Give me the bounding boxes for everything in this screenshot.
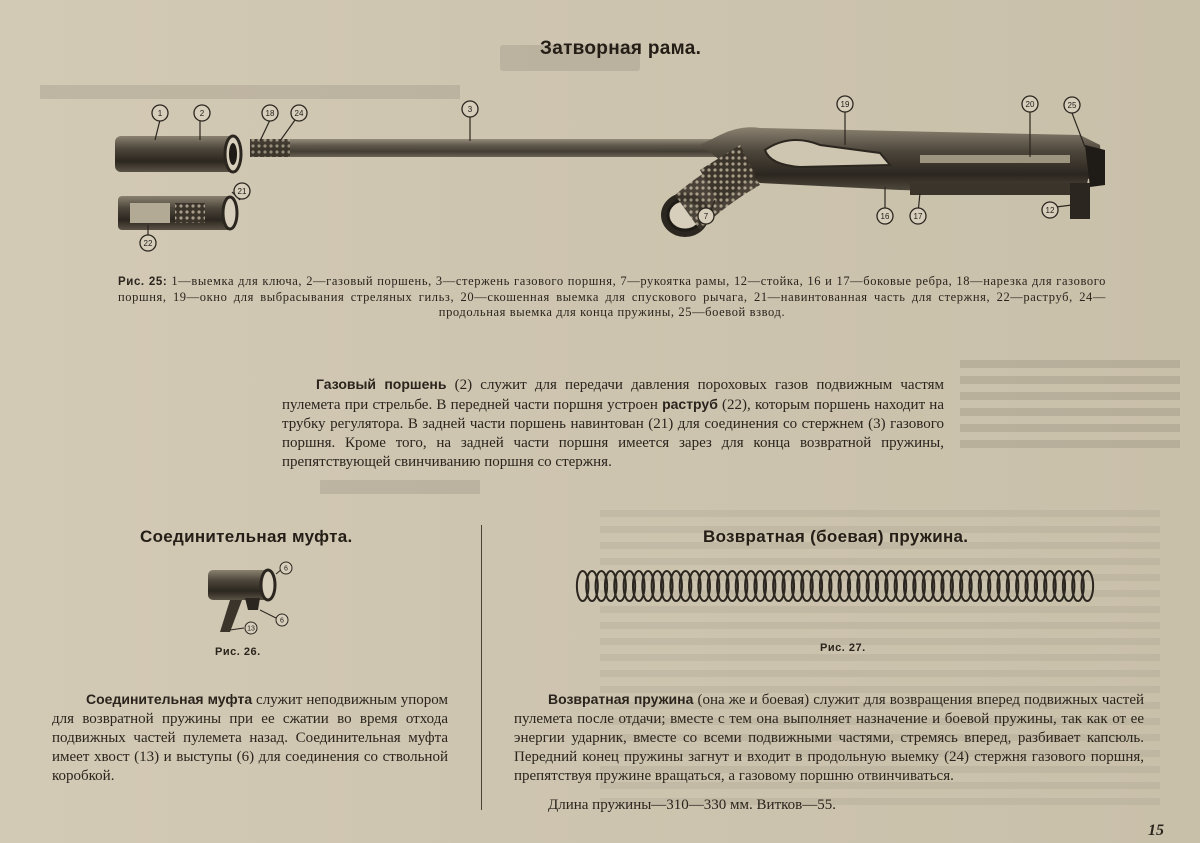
figure-25-caption-label: Рис. 25: — [118, 276, 168, 288]
callout-6-top: 6 — [284, 565, 288, 573]
coupling-term: Соединительная муфта — [86, 691, 253, 707]
callout-7: 7 — [703, 212, 709, 221]
coupling-text: служит неподвижным упором для возвратной пружины при ее сжатии во время отхода подвижных частей пулемета назад. Соединительная муфта имеет хвост (13) и выступы (6) для соединения со ствольной коробкой. — [52, 692, 448, 784]
callout-1: 1 — [157, 109, 163, 118]
callout-13: 13 — [247, 625, 255, 633]
bleed-through-decoration — [320, 480, 480, 494]
figure-25-caption-text: 1—выемка для ключа, 2—газовый поршень, 3—стержень газового поршня, 7—рукоятка рамы, 12—стойка, 16 и 17—боковые ребра, 18—нарезка для газового поршня, 19—окно для выбрасывания стреляных гильз, 20—скошенная выемка для спускового рычага, 21—навинтованная часть для стержня, 22—раструб, 24—продольная выемка для конца пружины, 25—боевой взвод. — [118, 274, 1106, 319]
bleed-through-decoration — [960, 360, 1180, 450]
coupling-title: Соединительная муфта. — [140, 527, 353, 546]
callout-24: 24 — [294, 109, 304, 118]
gas-piston-text-2: (22), которым поршень находит на трубку регулятора. В задней части поршень навинтован (21) для соединения со стержнем (3) газового поршня. Кроме того, на задней части поршня имеется зарез для конца возвратной пружины, препятствующей свинчиванию поршня со стержня. — [282, 397, 944, 470]
figure-25-caption — [118, 274, 1106, 320]
spring-term: Возвратная пружина — [548, 691, 694, 707]
callout-12: 12 — [1045, 206, 1055, 215]
figure-27-spring — [570, 566, 1100, 606]
spring-text: (она же и боевая) служит для возвращения вперед подвижных частей пулемета после отдачи; вместе с тем она выполняет назначение и боевой пружины, так как от ее энергии ударник, вместе со всеми подвижными частями, стремясь вперед, разбивает капсюль. Передний конец пружины загнут и входит в продольную выемку (24) стержня газового поршня, препятствуя пружине вращаться, а газовому поршню отвинчиваться. — [514, 692, 1145, 784]
flash-hider-term: раструб — [662, 396, 718, 412]
page-number: 15 — [1148, 822, 1164, 839]
callout-3: 3 — [467, 105, 473, 114]
callout-2: 2 — [199, 109, 205, 118]
spring-title: Возвратная (боевая) пружина. — [703, 527, 969, 546]
figure-25-bolt-carrier — [100, 95, 1120, 255]
gas-piston-drawing — [115, 136, 241, 172]
gas-piston-text-1: (2) служит для передачи давления пороховых газов подвижным частям пулемета при стрельбе. В передней части поршня устроен — [282, 377, 944, 413]
callout-20: 20 — [1025, 100, 1035, 109]
coupling-paragraph — [52, 690, 448, 786]
column-divider — [481, 525, 482, 810]
page-title: Затворная рама. — [540, 38, 702, 59]
gas-piston-paragraph — [282, 375, 944, 472]
callout-19: 19 — [840, 100, 850, 109]
gas-piston-cutaway-drawing — [118, 196, 237, 230]
figure-26-coupling — [200, 560, 300, 642]
piston-rod-drawing — [250, 139, 730, 157]
callout-17: 17 — [913, 212, 923, 221]
figure-27-label: Рис. 27. — [820, 642, 866, 654]
callout-25: 25 — [1067, 101, 1077, 110]
spring-paragraph — [514, 690, 1144, 786]
callout-16: 16 — [880, 212, 890, 221]
spring-length-line: Длина пружины—310—330 мм. Витков—55. — [548, 797, 836, 813]
figure-26-label: Рис. 26. — [215, 646, 261, 658]
callout-21: 21 — [237, 187, 247, 196]
gas-piston-term: Газовый поршень — [316, 376, 447, 392]
callout-6-bottom: 6 — [280, 617, 284, 625]
spring-coils — [577, 571, 1093, 601]
callout-22: 22 — [143, 239, 153, 248]
callout-18: 18 — [265, 109, 275, 118]
